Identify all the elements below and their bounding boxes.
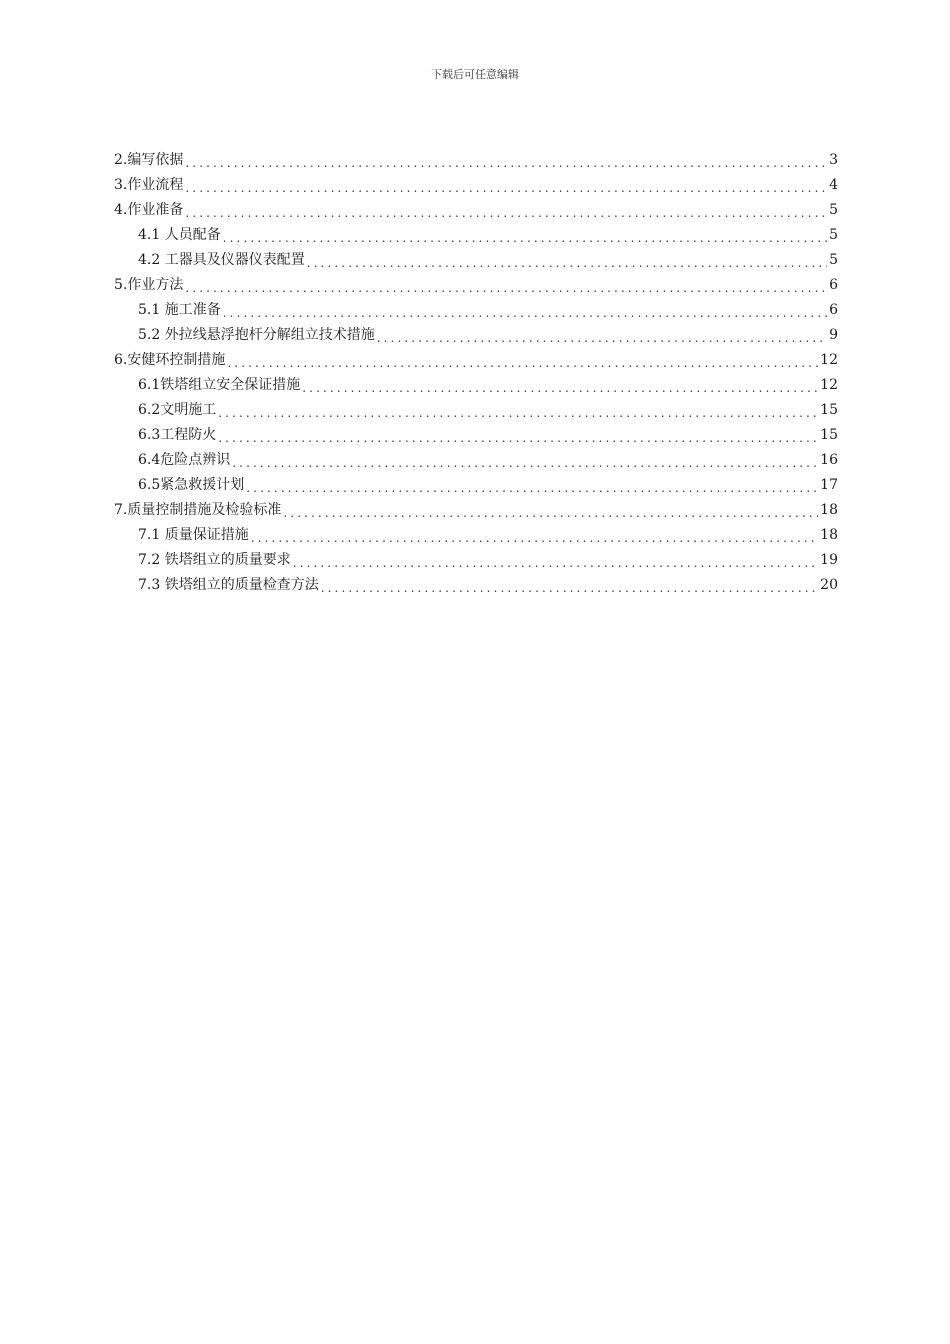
toc-entry[interactable] bbox=[114, 148, 838, 173]
toc-entry[interactable] bbox=[114, 198, 838, 223]
toc-entry-page: 15 bbox=[820, 427, 838, 443]
toc-entry[interactable] bbox=[114, 548, 838, 573]
toc-entry-title: 2.编写依据 bbox=[114, 152, 184, 168]
toc-entry[interactable] bbox=[114, 473, 838, 498]
toc-entry-page: 20 bbox=[820, 577, 838, 593]
toc-entry-page: 15 bbox=[820, 402, 838, 418]
toc-entry-title: 5.作业方法 bbox=[114, 277, 184, 293]
toc-entry[interactable] bbox=[114, 423, 838, 448]
table-of-contents bbox=[114, 148, 838, 598]
toc-dot-leader bbox=[232, 448, 818, 473]
toc-entry-title: 6.3工程防火 bbox=[138, 427, 217, 443]
toc-dot-leader bbox=[223, 223, 827, 248]
toc-dot-leader bbox=[218, 398, 818, 423]
toc-entry-title: 7.2 铁塔组立的质量要求 bbox=[138, 552, 291, 568]
toc-entry-title: 4.作业准备 bbox=[114, 202, 184, 218]
toc-entry-page: 12 bbox=[820, 377, 838, 393]
toc-entry-title: 4.2 工器具及仪器仪表配置 bbox=[138, 252, 305, 268]
page-header-note: 下载后可任意编辑 bbox=[431, 68, 519, 81]
toc-entry-page: 16 bbox=[820, 452, 838, 468]
toc-entry-title: 5.2 外拉线悬浮抱杆分解组立技术措施 bbox=[138, 327, 375, 343]
toc-dot-leader bbox=[377, 323, 827, 348]
toc-entry-title: 6.安健环控制措施 bbox=[114, 352, 226, 368]
toc-entry-title: 7.1 质量保证措施 bbox=[138, 527, 249, 543]
toc-entry[interactable] bbox=[114, 398, 838, 423]
toc-entry-title: 6.4危险点辨识 bbox=[138, 452, 231, 468]
toc-entry-page: 17 bbox=[820, 477, 838, 493]
toc-entry-title: 7.质量控制措施及检验标准 bbox=[114, 502, 282, 518]
toc-dot-leader bbox=[185, 273, 827, 298]
toc-dot-leader bbox=[185, 148, 827, 173]
toc-entry-page: 18 bbox=[820, 527, 838, 543]
toc-entry-title: 5.1 施工准备 bbox=[138, 302, 221, 318]
toc-entry-page: 6 bbox=[829, 302, 838, 318]
toc-entry-page: 5 bbox=[829, 252, 838, 268]
toc-entry[interactable] bbox=[114, 248, 838, 273]
toc-entry[interactable] bbox=[114, 498, 838, 523]
toc-dot-leader bbox=[302, 373, 818, 398]
toc-entry-title: 6.5紧急救援计划 bbox=[138, 477, 245, 493]
toc-entry[interactable] bbox=[114, 523, 838, 548]
toc-dot-leader bbox=[218, 423, 818, 448]
toc-entry-page: 18 bbox=[820, 502, 838, 518]
toc-dot-leader bbox=[185, 198, 827, 223]
toc-entry-page: 6 bbox=[829, 277, 838, 293]
toc-entry[interactable] bbox=[114, 448, 838, 473]
toc-dot-leader bbox=[283, 498, 818, 523]
toc-entry[interactable] bbox=[114, 323, 838, 348]
toc-dot-leader bbox=[227, 348, 818, 373]
toc-entry-title: 7.3 铁塔组立的质量检查方法 bbox=[138, 577, 319, 593]
toc-entry[interactable] bbox=[114, 298, 838, 323]
toc-dot-leader bbox=[307, 248, 827, 273]
toc-entry[interactable] bbox=[114, 373, 838, 398]
toc-entry-page: 19 bbox=[820, 552, 838, 568]
toc-entry-page: 9 bbox=[829, 327, 838, 343]
toc-dot-leader bbox=[293, 548, 818, 573]
toc-entry-page: 5 bbox=[829, 202, 838, 218]
toc-entry-page: 5 bbox=[829, 227, 838, 243]
toc-entry[interactable] bbox=[114, 273, 838, 298]
toc-entry[interactable] bbox=[114, 348, 838, 373]
toc-entry[interactable] bbox=[114, 173, 838, 198]
toc-dot-leader bbox=[251, 523, 818, 548]
toc-dot-leader bbox=[185, 173, 827, 198]
toc-entry[interactable] bbox=[114, 573, 838, 598]
toc-dot-leader bbox=[246, 473, 818, 498]
toc-dot-leader bbox=[223, 298, 827, 323]
toc-entry-title: 3.作业流程 bbox=[114, 177, 184, 193]
toc-entry-title: 6.1铁塔组立安全保证措施 bbox=[138, 377, 301, 393]
toc-entry-page: 12 bbox=[820, 352, 838, 368]
toc-entry-title: 4.1 人员配备 bbox=[138, 227, 221, 243]
toc-entry-page: 3 bbox=[829, 152, 838, 168]
toc-dot-leader bbox=[321, 573, 818, 598]
toc-entry[interactable] bbox=[114, 223, 838, 248]
toc-entry-page: 4 bbox=[829, 177, 838, 193]
toc-entry-title: 6.2文明施工 bbox=[138, 402, 217, 418]
